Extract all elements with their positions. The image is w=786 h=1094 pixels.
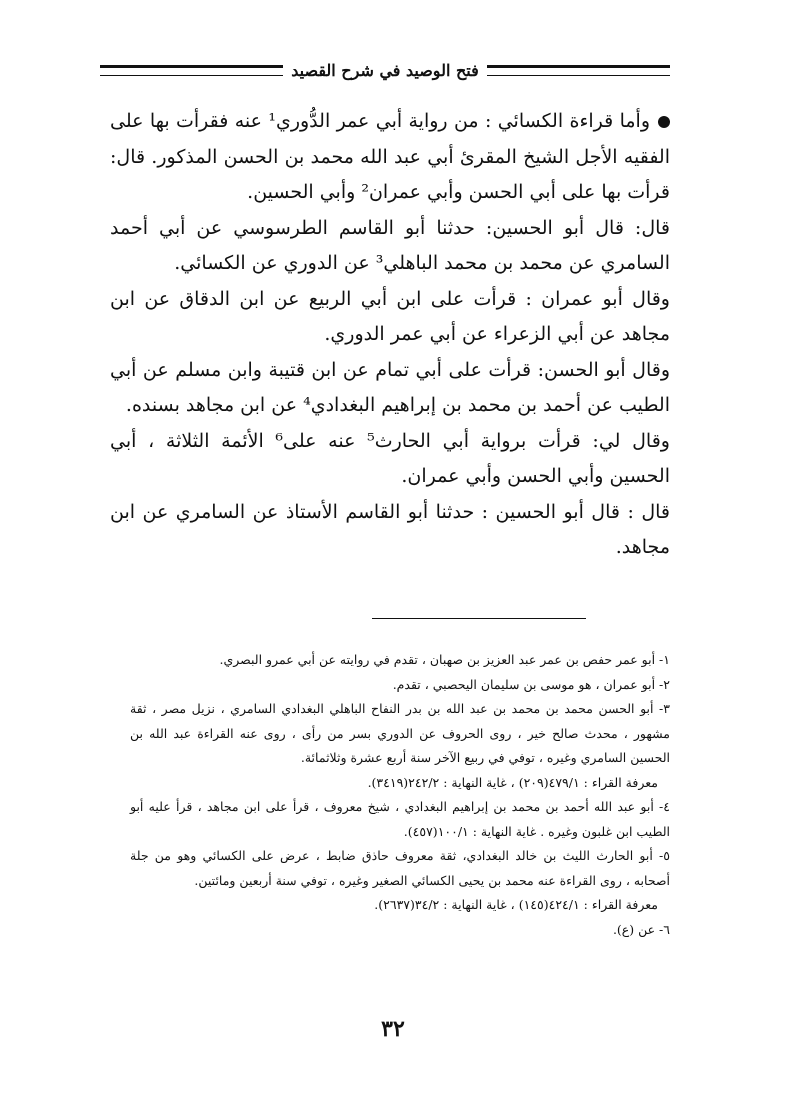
footnote-reference: معرفة القراء : ٤٢٤/١(١٤٥) ، غاية النهاية : ٣٤/٢(٢٦٣٧). [374, 897, 658, 912]
paragraph: قال: قال أبو الحسين: حدثنا أبو القاسم الطرسوسي عن أبي أحمد السامري عن محمد بن محمد الباهلي³ عن الدوري عن الكسائي. [110, 216, 670, 274]
header-rule-left [100, 65, 283, 76]
paragraph: وقال لي: قرأت برواية أبي الحارث⁵ عنه على⁶ الأئمة الثلاثة ، أبي الحسين وأبي الحسن وأبي عمران. [110, 429, 670, 487]
running-title: فتح الوصيد في شرح القصيد [291, 60, 479, 80]
footnote-separator [372, 618, 586, 619]
footnote: ١- أبو عمر حفص بن عمر عبد العزيز بن صهبان ، تقدم في روايته عن أبي عمرو البصري. [219, 652, 670, 667]
main-text [110, 104, 670, 566]
footnote: ٢- أبو عمران ، هو موسى بن سليمان اليحصبي ، تقدم. [392, 676, 670, 692]
footnotes [130, 648, 670, 942]
paragraph: وقال أبو الحسن: قرأت على أبي تمام عن ابن قتيبة وابن مسلم عن أبي الطيب عن أحمد بن محمد بن إبراهيم البغدادي⁴ عن ابن مجاهد بسنده. [110, 358, 670, 416]
footnote: ٤- أبو عبد الله أحمد بن محمد بن إبراهيم البغدادي ، شيخ معروف ، قرأ على ابن مجاهد ، قرأ عليه أبو الطيب ابن غلبون وغيره . غاية النهاية : ١٠٠/١(٤٥٧). [130, 799, 670, 839]
footnote: ٦- عن (ع). [612, 921, 670, 937]
paragraph: وأما قراءة الكسائي : من رواية أبي عمر الدُّوري¹ عنه فقرأت بها على الفقيه الأجل الشيخ المقرئ أبي عبد الله محمد بن الحسن المذكور. قال: قرأت بها على أبي الحسن وأبي عمران² وأبي الحسين. [110, 110, 670, 203]
footnote: ٣- أبو الحسن محمد بن محمد بن عبد الله بن بدر النفاح الباهلي البغدادي السامري ، نزيل مصر ، ثقة مشهور ، محدث صالح خير ، روى الحروف عن الدوري بسر من رأى ، روى عنه القراءة عبد الله بن الحسين السامري وغيره ، توفي في ربيع الآخر سنة أربع عشرة وثلاثمائة. [130, 701, 670, 765]
paragraph: وقال أبو عمران : قرأت على ابن أبي الربيع عن ابن الدقاق عن ابن مجاهد عن أبي الزعراء عن أبي عمر الدوري. [110, 287, 670, 345]
bullet-icon [658, 116, 670, 128]
footnote: ٥- أبو الحارث الليث بن خالد البغدادي، ثقة معروف حاذق ضابط ، عرض على الكسائي وهو من جلة أصحابه ، روى القراءة عنه محمد بن يحيى الكسائي الصغير وغيره ، توفي سنة أربعين ومائتين. [130, 848, 670, 888]
header-rule-right [487, 65, 670, 76]
paragraph: قال : قال أبو الحسين : حدثنا أبو القاسم الأستاذ عن السامري عن ابن مجاهد. [110, 500, 670, 558]
running-header [100, 55, 670, 85]
page-number: ٣٢ [381, 1016, 405, 1042]
footnote-reference: معرفة القراء : ٤٧٩/١(٢٠٩) ، غاية النهاية : ٢٤٢/٢(٣٤١٩). [367, 774, 658, 790]
